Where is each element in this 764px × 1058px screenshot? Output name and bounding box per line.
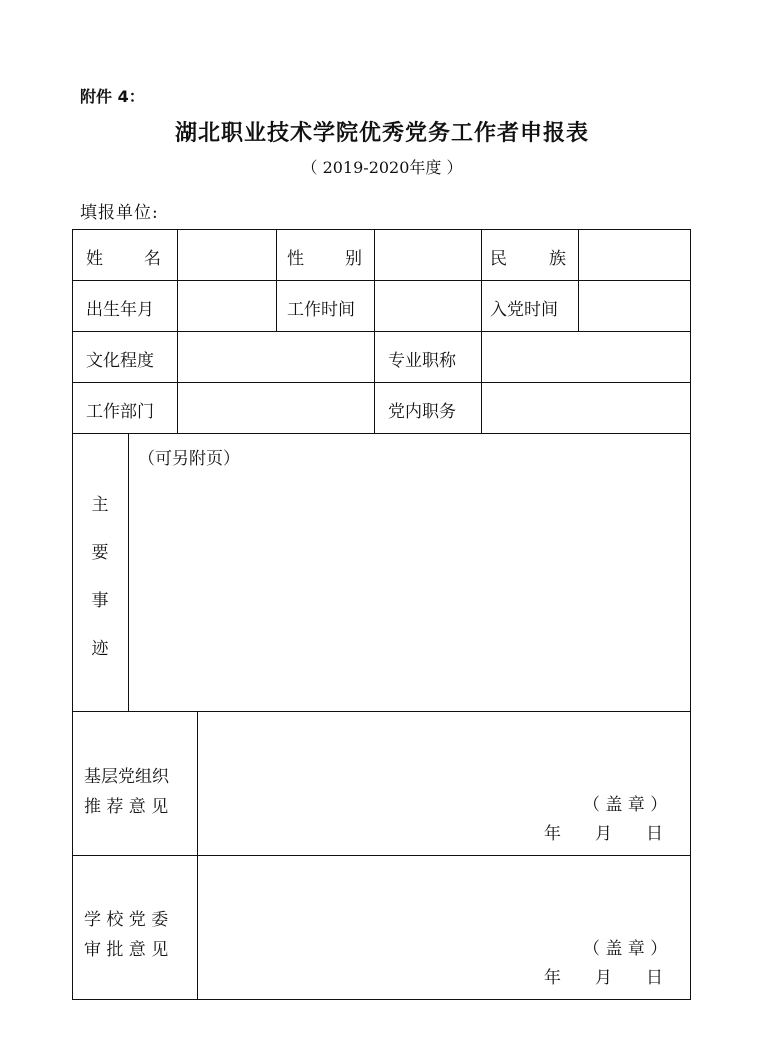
committee-date: 年 月 日 — [544, 968, 663, 988]
professional-title-label: 专业职称 — [388, 351, 456, 371]
work-time-field[interactable] — [375, 280, 481, 331]
branch-label-line2: 推 荐 意 见 — [84, 797, 169, 817]
work-time-label: 工作时间 — [287, 300, 355, 320]
department-label: 工作部门 — [86, 402, 154, 422]
branch-date: 年 月 日 — [544, 824, 663, 844]
reporting-unit-label: 填报单位: — [80, 203, 159, 223]
deeds-label-char: 要 — [91, 543, 109, 563]
gender-label-char1: 性 — [287, 249, 304, 269]
deeds-label-char: 主 — [91, 495, 109, 515]
committee-label-line1: 学 校 党 委 — [84, 910, 169, 930]
gender-label-char2: 别 — [345, 249, 362, 269]
ethnic-label-char1: 民 — [490, 249, 507, 269]
ethnic-label-char2: 族 — [549, 249, 566, 269]
department-field[interactable] — [178, 382, 374, 433]
name-label-char2: 名 — [144, 249, 161, 269]
committee-seal: （ 盖 章 ） — [583, 939, 668, 959]
attachment-label: 附件 4： — [80, 87, 145, 106]
deeds-note: （可另附页） — [138, 449, 240, 469]
education-field[interactable] — [178, 331, 374, 382]
gender-field[interactable] — [375, 229, 481, 280]
branch-seal: （ 盖 章 ） — [583, 795, 668, 815]
ethnic-field[interactable] — [579, 229, 690, 280]
committee-opinion-field[interactable] — [199, 856, 689, 934]
committee-label-line2: 审 批 意 见 — [84, 940, 169, 960]
birth-field[interactable] — [178, 280, 276, 331]
form-year: （ 2019-2020年度 ） — [301, 158, 463, 177]
party-post-label: 党内职务 — [388, 402, 456, 422]
party-post-field[interactable] — [482, 382, 690, 433]
name-field[interactable] — [178, 229, 276, 280]
deeds-field[interactable] — [130, 470, 689, 710]
party-join-field[interactable] — [579, 280, 690, 331]
branch-label-line1: 基层党组织 — [84, 767, 169, 787]
name-label-char1: 姓 — [86, 249, 103, 269]
form-title: 湖北职业技术学院优秀党务工作者申报表 — [174, 120, 589, 146]
education-label: 文化程度 — [86, 351, 154, 371]
birth-label: 出生年月 — [86, 300, 154, 320]
deeds-label-char: 事 — [91, 591, 109, 611]
deeds-label-char: 迹 — [91, 639, 109, 659]
party-join-label: 入党时间 — [490, 300, 558, 320]
branch-opinion-field[interactable] — [199, 712, 689, 792]
professional-title-field[interactable] — [482, 331, 690, 382]
